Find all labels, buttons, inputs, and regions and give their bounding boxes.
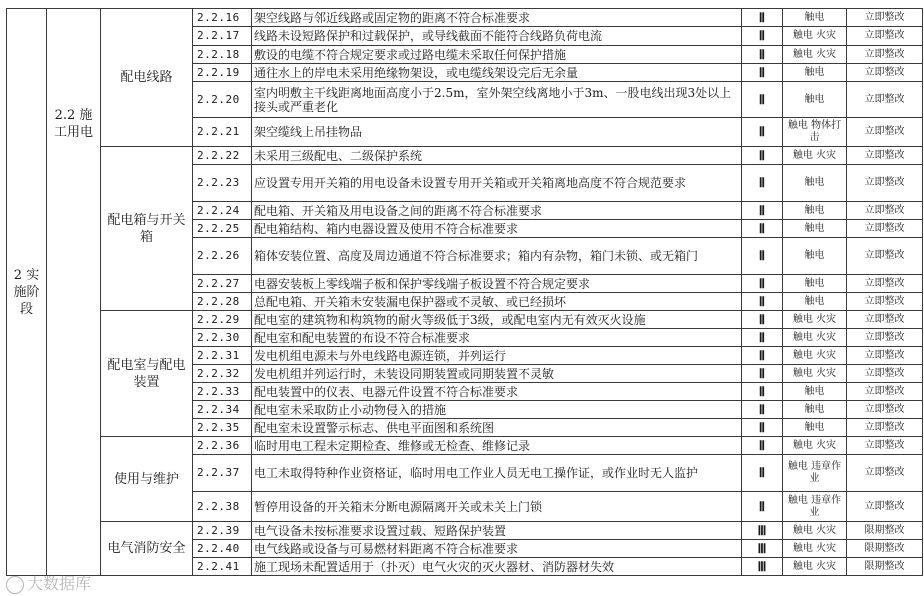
item-code: 2.2.41 [193,558,252,576]
rectification-measure: 立即整改 [847,492,923,522]
category-cell: 配电线路 [101,9,193,147]
item-description: 室内明敷主干线距离地面高度小于2.5m，室外架空线离地小于3m、一股电线出现3处以上接头或严重老化 [252,82,742,118]
rectification-measure: 限期整改 [847,522,923,540]
item-code: 2.2.28 [193,293,252,311]
rectification-measure: 立即整改 [847,455,923,492]
item-description: 应设置专用开关箱的用电设备未设置专用开关箱或开关箱离地高度不符合规范要求 [252,165,742,202]
item-description: 箱体安装位置、高度及周边通道不符合标准要求；箱内有杂物，箱门未锁、或无箱门 [252,238,742,275]
item-code: 2.2.16 [193,9,252,27]
item-code: 2.2.22 [193,147,252,165]
hazard-level: Ⅱ [742,311,783,329]
item-code: 2.2.36 [193,437,252,455]
accident-type: 触电 [783,202,847,220]
hazard-level: Ⅱ [742,27,783,46]
accident-type: 触电 物体打击 [783,118,847,147]
item-description: 敷设的电缆不符合规定要求或过路电缆未采取任何保护措施 [252,46,742,64]
hazard-level: Ⅱ [742,64,783,82]
accident-type: 触电 违章作业 [783,492,847,522]
accident-type: 触电 [783,82,847,118]
rectification-measure: 立即整改 [847,419,923,437]
hazard-level: Ⅱ [742,455,783,492]
hazard-table [6,8,923,576]
item-description: 发电机组电源未与外电线路电源连锁，并列运行 [252,347,742,365]
rectification-measure: 立即整改 [847,238,923,275]
accident-type: 触电 [783,9,847,27]
category-cell: 电气消防安全 [101,522,193,576]
item-description: 暂停用设备的开关箱未分断电源隔离开关或未关上门锁 [252,492,742,522]
rectification-measure: 立即整改 [847,9,923,27]
hazard-level: Ⅲ [742,558,783,576]
accident-type: 触电 [783,238,847,275]
hazard-level: Ⅱ [742,329,783,347]
item-code: 2.2.17 [193,27,252,46]
accident-type: 触电 [783,165,847,202]
rectification-measure: 立即整改 [847,147,923,165]
hazard-level: Ⅱ [742,82,783,118]
table-row [7,9,923,27]
accident-type: 触电 火灾 [783,147,847,165]
watermark [6,571,91,594]
item-code: 2.2.27 [193,275,252,293]
hazard-level: Ⅱ [742,275,783,293]
watermark-text: 大数据库 [27,574,92,593]
accident-type: 触电 [783,419,847,437]
accident-type: 触电 [783,64,847,82]
item-code: 2.2.26 [193,238,252,275]
hazard-level: Ⅱ [742,492,783,522]
item-description: 未采用三级配电、二级保护系统 [252,147,742,165]
item-code: 2.2.30 [193,329,252,347]
item-description: 配电室未设置警示标志、供电平面图和系统图 [252,419,742,437]
item-description: 电气设备未按标准要求设置过载、短路保护装置 [252,522,742,540]
rectification-measure: 立即整改 [847,202,923,220]
item-description: 架空线路与邻近线路或固定物的距离不符合标准要求 [252,9,742,27]
item-description: 发电机组并列运行时，未装设同期装置或同期装置不灵敏 [252,365,742,383]
hazard-level: Ⅱ [742,293,783,311]
hazard-level: Ⅱ [742,220,783,238]
item-code: 2.2.35 [193,419,252,437]
item-code: 2.2.37 [193,455,252,492]
item-description: 总配电箱、开关箱未安装漏电保护器或不灵敏、或已经损坏 [252,293,742,311]
rectification-measure: 立即整改 [847,118,923,147]
accident-type: 触电 违章作业 [783,455,847,492]
hazard-level: Ⅲ [742,522,783,540]
rectification-measure: 立即整改 [847,383,923,401]
item-code: 2.2.21 [193,118,252,147]
rectification-measure: 立即整改 [847,165,923,202]
item-code: 2.2.31 [193,347,252,365]
rectification-measure: 立即整改 [847,293,923,311]
stage-cell: 2 实施阶段 [7,9,47,576]
table-row [7,437,923,455]
hazard-level: Ⅱ [742,419,783,437]
item-code: 2.2.23 [193,165,252,202]
rectification-measure: 立即整改 [847,27,923,46]
hazard-level: Ⅱ [742,147,783,165]
hazard-level: Ⅱ [742,165,783,202]
table-row [7,147,923,165]
item-description: 电气线路或设备与可易燃材料距离不符合标准要求 [252,540,742,558]
rectification-measure: 限期整改 [847,540,923,558]
hazard-level: Ⅱ [742,9,783,27]
category-cell: 配电箱与开关箱 [101,147,193,311]
item-description: 配电箱结构、箱内电器设置及使用不符合标准要求 [252,220,742,238]
accident-type: 触电 [783,293,847,311]
category-cell: 使用与维护 [101,437,193,522]
accident-type: 触电 火灾 [783,329,847,347]
accident-type: 触电 [783,275,847,293]
category-cell: 配电室与配电装置 [101,311,193,437]
item-description: 施工现场未配置适用于（扑灭）电气火灾的灭火器材、消防器材失效 [252,558,742,576]
table-row [7,522,923,540]
accident-type: 触电 火灾 [783,311,847,329]
item-description: 配电装置中的仪表、电器元件设置不符合标准要求 [252,383,742,401]
accident-type: 触电 火灾 [783,540,847,558]
item-description: 线路未设短路保护和过载保护，或导线截面不能符合线路负荷电流 [252,27,742,46]
item-description: 配电室未采取防止小动物侵入的措施 [252,401,742,419]
item-code: 2.2.24 [193,202,252,220]
rectification-measure: 限期整改 [847,558,923,576]
hazard-level: Ⅱ [742,383,783,401]
accident-type: 触电 火灾 [783,347,847,365]
item-code: 2.2.40 [193,540,252,558]
accident-type: 触电 火灾 [783,437,847,455]
accident-type: 触电 火灾 [783,27,847,46]
rectification-measure: 立即整改 [847,46,923,64]
item-description: 电工未取得特种作业资格证，临时用电工作业人员无电工操作证，或作业时无人监护 [252,455,742,492]
item-code: 2.2.34 [193,401,252,419]
rectification-measure: 立即整改 [847,347,923,365]
rectification-measure: 立即整改 [847,64,923,82]
rectification-measure: 立即整改 [847,365,923,383]
watermark-logo-icon [6,576,24,594]
hazard-level: Ⅱ [742,46,783,64]
item-code: 2.2.38 [193,492,252,522]
item-description: 配电室的建筑物和构筑物的耐火等级低于3级，或配电室内无有效灭火设施 [252,311,742,329]
item-description: 电器安装板上零线端子板和保护零线端子板设置不符合规定要求 [252,275,742,293]
accident-type: 触电 火灾 [783,46,847,64]
item-description: 配电箱、开关箱及用电设备之间的距离不符合标准要求 [252,202,742,220]
item-code: 2.2.32 [193,365,252,383]
accident-type: 触电 [783,220,847,238]
hazard-level: Ⅱ [742,347,783,365]
hazard-level: Ⅱ [742,365,783,383]
hazard-level: Ⅱ [742,437,783,455]
hazard-level: Ⅲ [742,540,783,558]
accident-type: 触电 火灾 [783,365,847,383]
rectification-measure: 立即整改 [847,401,923,419]
item-code: 2.2.20 [193,82,252,118]
table-row [7,311,923,329]
rectification-measure: 立即整改 [847,311,923,329]
item-description: 配电室和配电装置的布设不符合标准要求 [252,329,742,347]
hazard-level: Ⅱ [742,202,783,220]
accident-type: 触电 火灾 [783,522,847,540]
item-code: 2.2.39 [193,522,252,540]
rectification-measure: 立即整改 [847,220,923,238]
item-code: 2.2.19 [193,64,252,82]
hazard-level: Ⅱ [742,118,783,147]
item-code: 2.2.18 [193,46,252,64]
rectification-measure: 立即整改 [847,329,923,347]
item-description: 架空缆线上吊挂物品 [252,118,742,147]
item-description: 临时用电工程未定期检查、维修或无检查、维修记录 [252,437,742,455]
accident-type: 触电 [783,401,847,419]
rectification-measure: 立即整改 [847,82,923,118]
item-description: 通往水上的岸电未采用绝缘物架设，或电缆线架设完后无余量 [252,64,742,82]
rectification-measure: 立即整改 [847,437,923,455]
hazard-level: Ⅱ [742,238,783,275]
accident-type: 触电 火灾 [783,558,847,576]
hazard-level: Ⅱ [742,401,783,419]
item-code: 2.2.29 [193,311,252,329]
accident-type: 触电 [783,383,847,401]
sub-stage-cell: 2.2 施工用电 [47,9,101,576]
item-code: 2.2.25 [193,220,252,238]
item-code: 2.2.33 [193,383,252,401]
rectification-measure: 立即整改 [847,275,923,293]
